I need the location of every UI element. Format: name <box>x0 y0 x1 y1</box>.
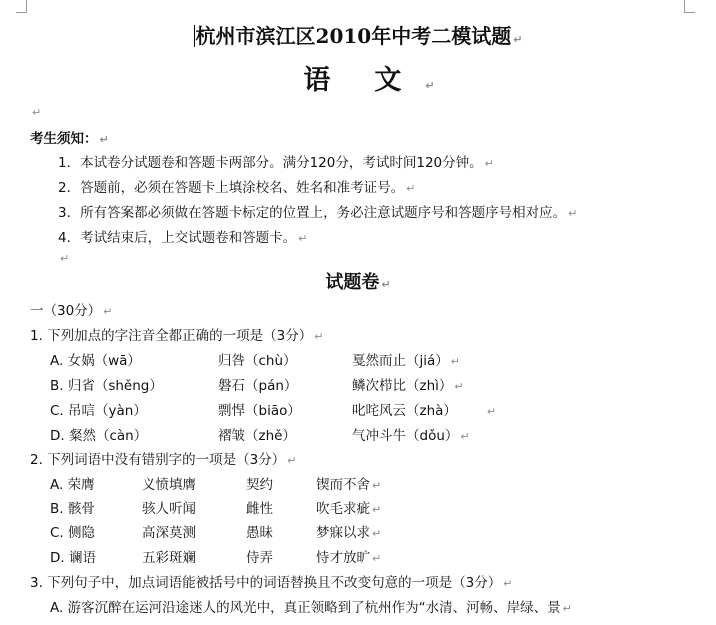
paragraph-mark-icon: ↵ <box>486 405 497 418</box>
paragraph-mark-icon: ↵ <box>484 157 494 170</box>
paragraph-mark-icon: ↵ <box>454 380 464 393</box>
q1-option-b-item1: B. 归省（shěng） <box>50 378 163 394</box>
q1-option-d-item2: 褶皱（zhě） <box>218 428 296 444</box>
paragraph-mark-icon: ↵ <box>425 79 435 92</box>
q2-option-d-word2: 五彩斑斓 <box>142 550 196 566</box>
paragraph-mark-icon: ↵ <box>372 503 382 516</box>
q2-option-c-word4: 梦寐以求 ↵ <box>316 525 382 541</box>
text-cursor <box>194 25 195 47</box>
subject-char: 文 <box>374 65 402 96</box>
q2-option-a-word4: 锲而不舍 ↵ <box>316 477 382 493</box>
q2-option-c-word3: 愚昧 <box>246 525 273 541</box>
paragraph-mark-icon: ↵ <box>372 552 382 565</box>
paragraph-mark-icon: ↵ <box>568 207 578 220</box>
q2-option-b-word4: 吹毛求疵 ↵ <box>316 501 382 517</box>
paragraph-mark-icon: ↵ <box>562 602 572 615</box>
q1-option-c-item2: 剽悍（biāo） <box>218 403 301 419</box>
q2-option-b-word2: 骇人听闻 <box>142 501 196 517</box>
q2-option-c-word2: 高深莫测 <box>142 525 196 541</box>
q1-option-c-item1: C. 吊唁（yàn） <box>50 403 147 419</box>
q2-option-d-word4: 恃才放旷 ↵ <box>316 550 382 566</box>
question-stem: 2. 下列词语中没有错别字的一项是（3分） ↵ <box>30 452 297 468</box>
paragraph-mark-icon: ↵ <box>99 133 109 146</box>
paragraph-mark-icon: ↵ <box>298 232 308 245</box>
paragraph-mark-icon: ↵ <box>460 430 470 443</box>
paragraph-mark-icon: ↵ <box>103 305 113 318</box>
subject-char: 语 <box>303 65 331 96</box>
q1-option-d-item3: 气冲斗牛（dǒu） ↵ <box>352 428 470 444</box>
q2-option-a-word3: 契约 <box>246 477 273 493</box>
q1-option-a-item2: 归咎（chù） <box>218 353 297 369</box>
page-corner-mark-left <box>16 0 27 13</box>
q1-option-d-item1: D. 粲然（càn） <box>50 428 148 444</box>
notice-item: 3．所有答案都必须做在答题卡标定的位置上，务必注意试题序号和答题序号相对应。 ↵ <box>58 205 578 221</box>
notice-item: 2．答题前，必须在答题卡上填涂校名、姓名和准考证号。 ↵ <box>58 180 416 196</box>
notice-item: 4．考试结束后，上交试题卷和答题卡。 ↵ <box>58 230 308 246</box>
paragraph-mark-icon: ↵ <box>314 330 324 343</box>
q2-option-a-word1: A. 荣膺 <box>50 477 95 493</box>
paragraph-mark-icon: ↵ <box>287 454 297 467</box>
q1-option-b-item2: 磐石（pán） <box>218 378 298 394</box>
q1-option-a-item1: A. 女娲（wā） <box>50 353 141 369</box>
q2-option-c-word1: C. 侧隐 <box>50 525 96 541</box>
q3-option-a: A. 游客沉醉在运河沿途迷人的风光中，真正领略到了杭州作为“水清、河畅、岸绿、景 ↵ <box>50 600 572 616</box>
notice-heading: 考生须知： ↵ <box>30 131 109 147</box>
notice-item: 1．本试卷分试题卷和答题卡两部分。满分120分，考试时间120分钟。 ↵ <box>58 155 494 171</box>
question-stem: 3. 下列句子中，加点词语能被括号中的词语替换且不改变句意的一项是（3分） ↵ <box>30 575 513 591</box>
q2-option-d-word1: D. 谰语 <box>50 550 96 566</box>
empty-paragraph <box>30 104 41 120</box>
q1-option-c-item3: 叱咤风云（zhà） ↵ <box>352 403 497 419</box>
question-stem: 1. 下列加点的字注音全都正确的一项是（3分） ↵ <box>30 328 324 344</box>
paragraph-mark-icon: ↵ <box>406 182 416 195</box>
subject-title <box>0 58 716 97</box>
q1-option-a-item3: 戛然而止（jiá） ↵ <box>352 353 460 369</box>
q2-option-b-word1: B. 骸骨 <box>50 501 95 517</box>
q2-option-b-word3: 雌性 <box>246 501 273 517</box>
paragraph-mark-icon: ↵ <box>32 106 42 119</box>
page-corner-mark-right <box>684 0 695 13</box>
q1-option-b-item3: 鳞次栉比（zhì） ↵ <box>352 378 464 394</box>
exam-title: 杭州市滨江区2010年中考二模试题 ↵ <box>195 24 523 48</box>
paragraph-mark-icon: ↵ <box>372 527 382 540</box>
paragraph-mark-icon: ↵ <box>513 33 523 46</box>
paragraph-mark-icon: ↵ <box>381 278 391 291</box>
paragraph-mark-icon: ↵ <box>450 355 460 368</box>
paragraph-mark-icon: ↵ <box>503 577 513 590</box>
q2-option-d-word3: 侍弄 <box>246 550 273 566</box>
paragraph-mark-icon: ↵ <box>60 252 70 265</box>
paragraph-mark-icon: ↵ <box>372 479 382 492</box>
q2-option-a-word2: 义愤填膺 <box>142 477 196 493</box>
paper-title: 试题卷 ↵ <box>325 272 391 293</box>
section-heading: 一（30分） ↵ <box>30 303 113 319</box>
empty-paragraph <box>58 250 69 266</box>
